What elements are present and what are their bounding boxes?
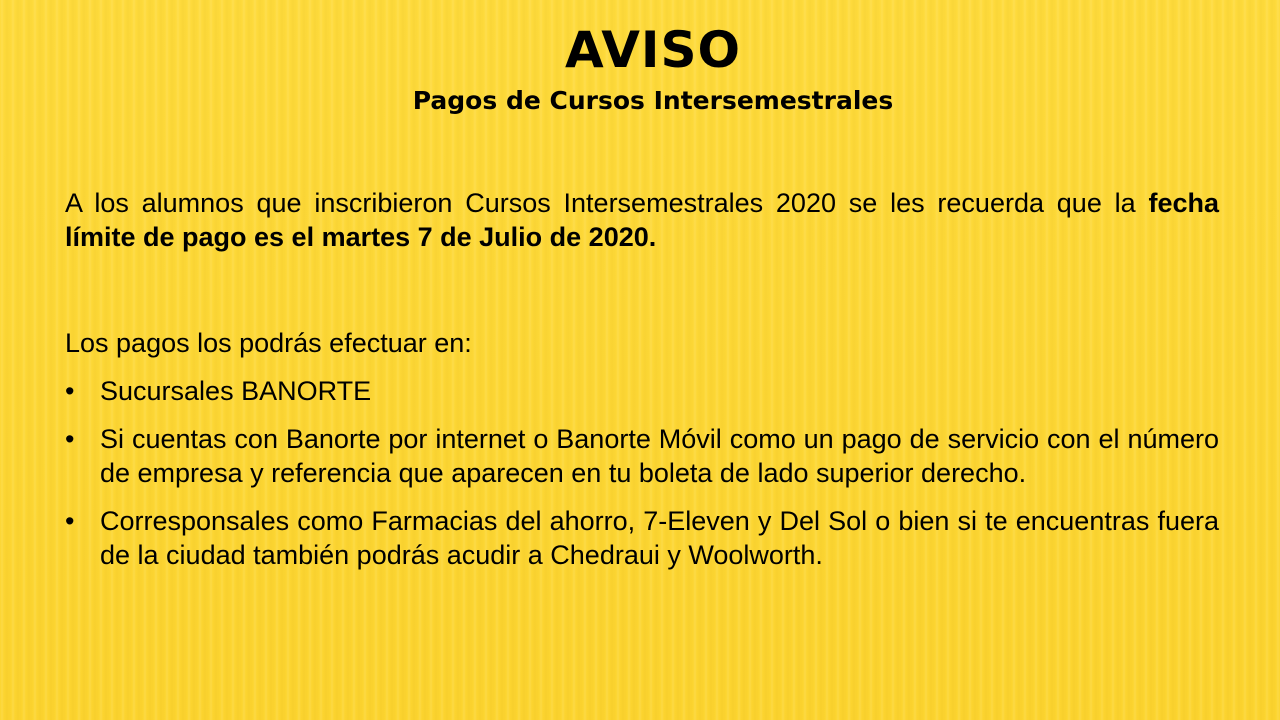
payment-option-text: Corresponsales como Farmacias del ahorro, 7-Eleven y Del Sol o bien si te encuentras fuera de la ciudad también podrás acudir a Chedraui y Woolworth.	[100, 506, 1219, 570]
intro-lead-text: A los alumnos que inscribieron Cursos Intersemestrales 2020 se les recuerda que la	[65, 188, 1149, 218]
payment-intro: Los pagos los podrás efectuar en:	[65, 328, 472, 358]
bullet-icon: •	[65, 376, 75, 406]
payment-options-list	[65, 374, 1219, 586]
bullet-icon: •	[65, 424, 75, 454]
list-item	[65, 422, 1219, 490]
bullet-icon: •	[65, 506, 75, 536]
list-item	[65, 504, 1219, 572]
notice-subtitle: Pagos de Cursos Intersemestrales	[412, 86, 894, 115]
intro-paragraph	[65, 186, 1219, 254]
deadline-text: fecha límite de pago es el martes 7 de Julio de 2020.	[65, 188, 1219, 252]
list-item	[65, 374, 1219, 408]
payment-option-text: Si cuentas con Banorte por internet o Banorte Móvil como un pago de servicio con el número de empresa y referencia que aparecen en tu boleta de lado superior derecho.	[100, 424, 1219, 488]
payment-option-text: Sucursales BANORTE	[100, 376, 372, 406]
notice-title: AVISO	[564, 21, 742, 79]
